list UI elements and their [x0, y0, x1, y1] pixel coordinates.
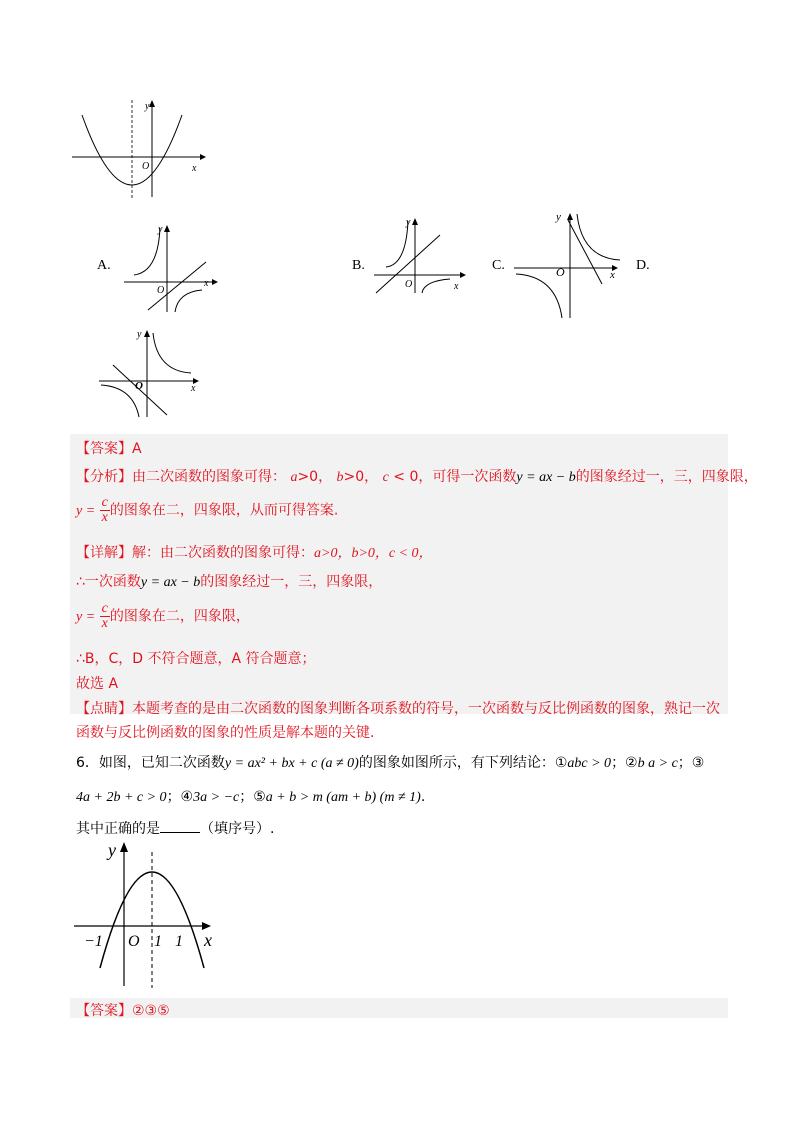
main-parabola-figure: [70, 95, 210, 200]
detail-line-5: 故选 A: [76, 676, 119, 692]
detail-line-1: [76, 542, 433, 562]
q6-statement-5: a + b > m (am + b) (m ≠ 1): [265, 790, 421, 805]
frac-denominator-2: x: [101, 616, 108, 631]
analysis-text-c: 的图象经过一，三，四象限，: [575, 469, 758, 485]
cond-c-rel: < 0: [388, 469, 419, 485]
comment-line-1: [76, 698, 720, 718]
x-axis-arrow: [460, 272, 466, 278]
linear-expression: y = ax − b: [516, 470, 576, 485]
origin-label: O: [128, 933, 140, 950]
q6-line-2: [76, 786, 425, 806]
cond-c: c: [382, 470, 389, 485]
answer-tag: 【答案】: [76, 441, 132, 457]
x-axis-arrow: [202, 922, 211, 930]
origin-label: O: [556, 265, 565, 279]
hyperbola-branch-upper-left: [386, 221, 408, 267]
hyperbola-branch-lower-left: [101, 385, 139, 417]
q6-answer-tag: 【答案】: [76, 1003, 132, 1019]
y-label: y: [137, 329, 142, 340]
y-label: y: [406, 217, 411, 228]
q6-answer-blank[interactable]: [160, 818, 200, 833]
cond-b: b: [336, 470, 344, 485]
q6-parabola-figure: [72, 838, 222, 988]
x-label: x: [454, 281, 459, 292]
analysis-line-2: [76, 496, 338, 525]
origin-label: O: [142, 161, 150, 172]
option-d-graph[interactable]: [95, 325, 205, 425]
frac-denominator: x: [101, 510, 108, 525]
q6-statement-4: 3a > −c: [193, 790, 240, 805]
q6-prompt: 其中正确的是: [76, 821, 160, 837]
y-label: y: [158, 224, 163, 235]
x-axis-arrow: [212, 279, 218, 285]
detail-text-1: 解：由二次函数的图象可得：: [132, 545, 314, 561]
x-label: x: [192, 163, 197, 174]
option-a-graph[interactable]: [120, 220, 220, 315]
detail-text-3: 的图象在二，四象限，: [109, 608, 250, 625]
q6-statement-2: b a > c: [637, 756, 678, 771]
y-label: y: [145, 101, 150, 112]
option-b-letter[interactable]: B.: [352, 258, 365, 273]
origin-label: O: [135, 380, 143, 392]
q6-sep-2: ；⑤: [239, 789, 266, 805]
tick-1-b: 1: [175, 933, 183, 950]
q6-end: .: [420, 789, 426, 805]
linear-expression-2: y = ax − b: [140, 575, 201, 590]
analysis-text: 由二次函数的图象可得：: [132, 469, 286, 485]
frac-lhs: y =: [76, 503, 96, 519]
q6-text-b: 的图象如图所示，有下列结论：①: [358, 755, 568, 771]
q6-sep-1: ；④: [166, 789, 194, 805]
frac-lhs-2: y =: [76, 609, 96, 625]
analysis-tag: 【分析】: [76, 469, 132, 485]
frac-numerator-2: c: [101, 601, 108, 616]
y-axis-arrow: [144, 330, 150, 337]
detail-line-4: ∴B，C，D 不符合题意，A 符合题意；: [76, 651, 316, 667]
y-axis-arrow: [567, 213, 573, 220]
x-axis-arrow: [200, 154, 206, 160]
option-c-letter[interactable]: C.: [492, 258, 505, 273]
comment-text-1: 本题考查的是由二次函数的图象判断各项系数的符号，一次函数与反比例函数的图象，熟记一次: [132, 701, 720, 717]
tick-neg-1: −1: [84, 933, 103, 950]
option-a-letter[interactable]: A.: [97, 258, 111, 273]
comment-tag: 【点睛】: [76, 701, 132, 717]
origin-label: O: [405, 279, 413, 290]
detail-text-2b: 的图象经过一，三，四象限，: [200, 574, 383, 590]
detail-tag: 【详解】: [76, 545, 132, 561]
y-axis-arrow: [149, 100, 155, 107]
hyperbola-branch-lower-left: [516, 274, 562, 318]
hyperbola-branch-lower-right: [175, 290, 202, 312]
cond-a: a: [290, 470, 298, 485]
analysis-line-1: [76, 466, 758, 486]
hyperbola-branch-lower-right: [422, 279, 450, 293]
origin-label: O: [157, 285, 165, 296]
x-label: x: [191, 383, 196, 394]
q6-text-d: ；③: [677, 755, 705, 771]
linear-function: [568, 220, 602, 284]
detail-line-3: [76, 602, 250, 631]
analysis-text-2: 的图象在二，四象限，从而可得答案.: [109, 502, 339, 519]
analysis-text-b: ，可得一次函数: [418, 469, 517, 485]
q6-line-3: [76, 818, 274, 838]
hyperbola-branch-upper-right: [153, 333, 191, 373]
q6-answer-line: [76, 1000, 170, 1020]
cond-a-rel: >0，: [297, 469, 333, 485]
x-label: x: [204, 930, 212, 950]
x-label: x: [610, 269, 615, 281]
tick-1-a: 1: [154, 933, 162, 950]
cond-b-rel: >0，: [343, 469, 379, 485]
q6-text-c: ；②: [611, 755, 638, 771]
detail-text-2a: ∴一次函数: [76, 574, 141, 590]
comment-line-2: 函数与反比例函数的图象的性质是解本题的关键.: [76, 725, 375, 741]
option-d-letter[interactable]: D.: [636, 258, 650, 273]
fraction-c-over-x: [100, 496, 110, 525]
y-axis-arrow: [164, 225, 170, 232]
y-label: y: [556, 211, 561, 223]
frac-numerator: c: [101, 495, 108, 510]
q6-line-1: [76, 752, 704, 772]
fraction-c-over-x-2: [100, 602, 110, 631]
q6-prompt-end: （填序号）.: [200, 821, 275, 837]
x-label: x: [204, 278, 209, 289]
y-axis-arrow: [412, 218, 418, 225]
q6-answer-value: ②③⑤: [132, 1003, 170, 1019]
answer-line: [76, 438, 142, 458]
detail-line-2: [76, 571, 382, 591]
q6-function: y = ax² + bx + c (a ≠ 0): [224, 756, 359, 771]
y-axis-arrow: [120, 842, 128, 852]
q6-statement-3: 4a + 2b + c > 0: [76, 790, 167, 805]
q6-text-a: 6．如图，已知二次函数: [76, 755, 225, 771]
hyperbola-branch-upper-right: [577, 214, 620, 260]
detail-conditions: a>0，b>0，c < 0，: [314, 546, 433, 561]
option-c-graph[interactable]: [512, 210, 627, 320]
hyperbola-branch-upper-left: [134, 228, 160, 275]
option-b-graph[interactable]: [372, 215, 472, 295]
answer-value: A: [132, 441, 142, 457]
y-label: y: [108, 840, 116, 860]
q6-statement-1: abc > 0: [567, 756, 612, 771]
